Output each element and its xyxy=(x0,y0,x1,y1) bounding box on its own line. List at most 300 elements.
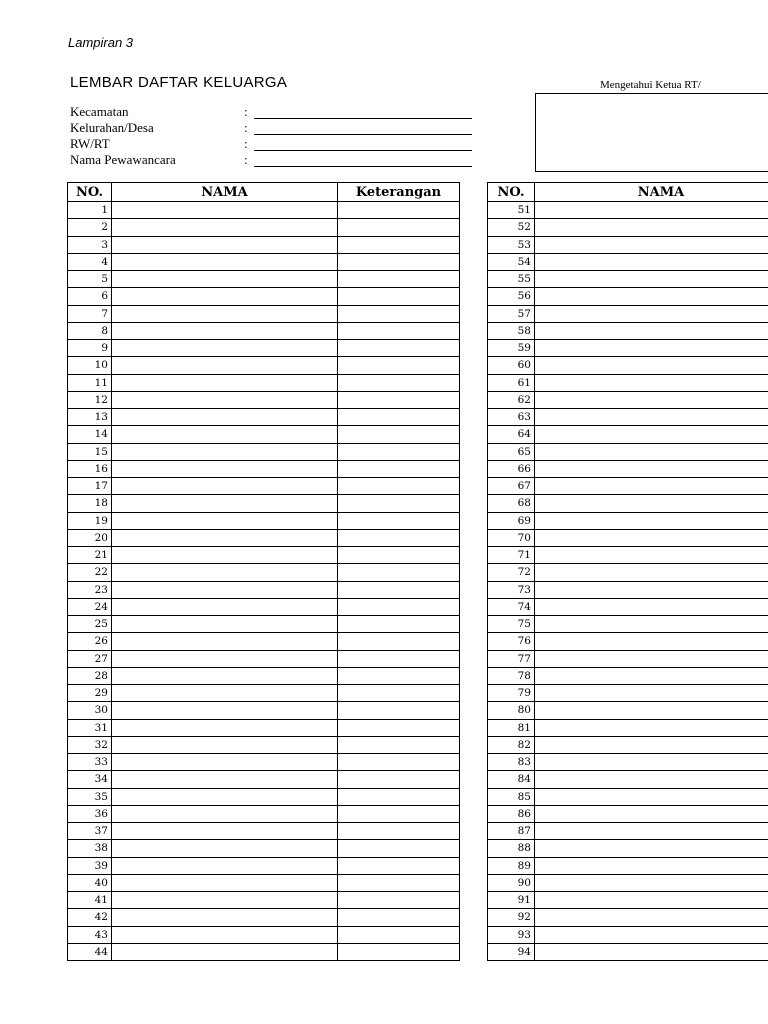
form-title: LEMBAR DAFTAR KELUARGA xyxy=(70,74,288,91)
row-number: 31 xyxy=(68,719,112,736)
nama-cell[interactable] xyxy=(535,202,768,219)
nama-cell[interactable] xyxy=(535,426,768,443)
nama-cell[interactable] xyxy=(112,288,338,305)
nama-cell[interactable] xyxy=(535,581,768,598)
nama-cell[interactable] xyxy=(535,219,768,236)
keterangan-cell[interactable] xyxy=(338,598,460,615)
nama-cell[interactable] xyxy=(535,943,768,960)
keterangan-cell[interactable] xyxy=(338,322,460,339)
nama-cell[interactable] xyxy=(535,805,768,822)
row-number: 75 xyxy=(488,616,535,633)
keterangan-cell[interactable] xyxy=(338,495,460,512)
row-number: 71 xyxy=(488,547,535,564)
keterangan-cell[interactable] xyxy=(338,926,460,943)
row-number: 74 xyxy=(488,598,535,615)
nama-cell[interactable] xyxy=(112,409,338,426)
table-row xyxy=(488,409,768,426)
row-number: 81 xyxy=(488,719,535,736)
table-row xyxy=(488,616,768,633)
row-number: 17 xyxy=(68,478,112,495)
keterangan-cell[interactable] xyxy=(338,426,460,443)
nama-cell[interactable] xyxy=(535,564,768,581)
keterangan-cell[interactable] xyxy=(338,909,460,926)
table-row xyxy=(68,478,460,495)
keterangan-cell[interactable] xyxy=(338,564,460,581)
row-number: 83 xyxy=(488,754,535,771)
nama-cell[interactable] xyxy=(535,460,768,477)
table-row xyxy=(68,271,460,288)
family-table-right xyxy=(487,182,768,961)
nama-cell[interactable] xyxy=(112,805,338,822)
keterangan-cell[interactable] xyxy=(338,788,460,805)
row-number: 86 xyxy=(488,805,535,822)
field-label-pewawancara: Nama Pewawancara xyxy=(70,152,176,167)
keterangan-cell[interactable] xyxy=(338,460,460,477)
keterangan-cell[interactable] xyxy=(338,857,460,874)
nama-cell[interactable] xyxy=(112,685,338,702)
table-row xyxy=(68,719,460,736)
keterangan-cell[interactable] xyxy=(338,288,460,305)
table-row xyxy=(488,202,768,219)
table-row xyxy=(488,633,768,650)
keterangan-cell[interactable] xyxy=(338,253,460,270)
row-number: 16 xyxy=(68,460,112,477)
row-number: 29 xyxy=(68,685,112,702)
row-number: 54 xyxy=(488,253,535,270)
nama-cell[interactable] xyxy=(535,719,768,736)
table-row xyxy=(488,840,768,857)
table-row xyxy=(488,512,768,529)
column-header-nama: NAMA xyxy=(112,183,338,202)
row-number: 2 xyxy=(68,219,112,236)
keterangan-cell[interactable] xyxy=(338,840,460,857)
row-number: 33 xyxy=(68,754,112,771)
nama-cell[interactable] xyxy=(535,512,768,529)
table-row xyxy=(68,736,460,753)
nama-cell[interactable] xyxy=(112,322,338,339)
row-number: 8 xyxy=(68,322,112,339)
row-number: 68 xyxy=(488,495,535,512)
keterangan-cell[interactable] xyxy=(338,340,460,357)
nama-cell[interactable] xyxy=(535,633,768,650)
table-row xyxy=(68,305,460,322)
nama-cell[interactable] xyxy=(112,892,338,909)
nama-cell[interactable] xyxy=(535,823,768,840)
row-number: 11 xyxy=(68,374,112,391)
pewawancara-field[interactable] xyxy=(254,166,472,167)
table-row xyxy=(68,702,460,719)
table-row xyxy=(488,495,768,512)
row-number: 14 xyxy=(68,426,112,443)
nama-cell[interactable] xyxy=(112,857,338,874)
table-row xyxy=(68,754,460,771)
keterangan-cell[interactable] xyxy=(338,823,460,840)
table-row xyxy=(68,685,460,702)
row-number: 39 xyxy=(68,857,112,874)
keterangan-cell[interactable] xyxy=(338,374,460,391)
field-colon: : xyxy=(244,136,248,151)
nama-cell[interactable] xyxy=(535,926,768,943)
nama-cell[interactable] xyxy=(535,443,768,460)
nama-cell[interactable] xyxy=(112,736,338,753)
table-row xyxy=(488,426,768,443)
table-row xyxy=(488,529,768,546)
keterangan-cell[interactable] xyxy=(338,892,460,909)
keterangan-cell[interactable] xyxy=(338,805,460,822)
table-row xyxy=(488,926,768,943)
nama-cell[interactable] xyxy=(112,478,338,495)
row-number: 63 xyxy=(488,409,535,426)
table-row xyxy=(488,340,768,357)
nama-cell[interactable] xyxy=(535,667,768,684)
row-number: 72 xyxy=(488,564,535,581)
table-row xyxy=(68,857,460,874)
keterangan-cell[interactable] xyxy=(338,874,460,891)
row-number: 22 xyxy=(68,564,112,581)
table-row xyxy=(68,391,460,408)
nama-cell[interactable] xyxy=(535,340,768,357)
nama-cell[interactable] xyxy=(112,529,338,546)
row-number: 94 xyxy=(488,943,535,960)
keterangan-cell[interactable] xyxy=(338,529,460,546)
nama-cell[interactable] xyxy=(112,443,338,460)
table-row xyxy=(68,771,460,788)
field-colon: : xyxy=(244,104,248,119)
keterangan-cell[interactable] xyxy=(338,943,460,960)
row-number: 62 xyxy=(488,391,535,408)
row-number: 7 xyxy=(68,305,112,322)
keterangan-cell[interactable] xyxy=(338,581,460,598)
nama-cell[interactable] xyxy=(112,616,338,633)
nama-cell[interactable] xyxy=(535,495,768,512)
row-number: 64 xyxy=(488,426,535,443)
keterangan-cell[interactable] xyxy=(338,357,460,374)
nama-cell[interactable] xyxy=(112,633,338,650)
nama-cell[interactable] xyxy=(535,598,768,615)
table-row xyxy=(488,547,768,564)
table-row xyxy=(68,374,460,391)
keterangan-cell[interactable] xyxy=(338,478,460,495)
table-row xyxy=(488,391,768,408)
row-number: 41 xyxy=(68,892,112,909)
nama-cell[interactable] xyxy=(535,253,768,270)
keterangan-cell[interactable] xyxy=(338,236,460,253)
table-row xyxy=(68,598,460,615)
table-row xyxy=(68,409,460,426)
table-row xyxy=(68,236,460,253)
keterangan-cell[interactable] xyxy=(338,305,460,322)
row-number: 80 xyxy=(488,702,535,719)
row-number: 59 xyxy=(488,340,535,357)
table-row xyxy=(68,805,460,822)
keterangan-cell[interactable] xyxy=(338,443,460,460)
table-row xyxy=(68,909,460,926)
row-number: 79 xyxy=(488,685,535,702)
nama-cell[interactable] xyxy=(112,564,338,581)
row-number: 9 xyxy=(68,340,112,357)
nama-cell[interactable] xyxy=(535,650,768,667)
row-number: 32 xyxy=(68,736,112,753)
table-row xyxy=(488,771,768,788)
row-number: 3 xyxy=(68,236,112,253)
nama-cell[interactable] xyxy=(535,909,768,926)
row-number: 34 xyxy=(68,771,112,788)
keterangan-cell[interactable] xyxy=(338,512,460,529)
row-number: 70 xyxy=(488,529,535,546)
nama-cell[interactable] xyxy=(112,909,338,926)
nama-cell[interactable] xyxy=(112,340,338,357)
table-row xyxy=(488,460,768,477)
nama-cell[interactable] xyxy=(112,874,338,891)
row-number: 40 xyxy=(68,874,112,891)
keterangan-cell[interactable] xyxy=(338,391,460,408)
keterangan-cell[interactable] xyxy=(338,771,460,788)
field-colon: : xyxy=(244,120,248,135)
nama-cell[interactable] xyxy=(535,547,768,564)
table-row xyxy=(68,823,460,840)
nama-cell[interactable] xyxy=(535,357,768,374)
table-row xyxy=(68,219,460,236)
table-row xyxy=(488,823,768,840)
column-header-keterangan: Keterangan xyxy=(338,183,460,202)
nama-cell[interactable] xyxy=(112,219,338,236)
nama-cell[interactable] xyxy=(535,391,768,408)
nama-cell[interactable] xyxy=(112,305,338,322)
table-row xyxy=(488,857,768,874)
table-row xyxy=(68,840,460,857)
nama-cell[interactable] xyxy=(112,512,338,529)
row-number: 26 xyxy=(68,633,112,650)
column-header-nama: NAMA xyxy=(535,183,768,202)
row-number: 1 xyxy=(68,202,112,219)
row-number: 35 xyxy=(68,788,112,805)
row-number: 24 xyxy=(68,598,112,615)
nama-cell[interactable] xyxy=(112,253,338,270)
keterangan-cell[interactable] xyxy=(338,685,460,702)
row-number: 82 xyxy=(488,736,535,753)
nama-cell[interactable] xyxy=(535,374,768,391)
nama-cell[interactable] xyxy=(535,271,768,288)
row-number: 56 xyxy=(488,288,535,305)
nama-cell[interactable] xyxy=(535,478,768,495)
nama-cell[interactable] xyxy=(535,685,768,702)
nama-cell[interactable] xyxy=(535,840,768,857)
row-number: 43 xyxy=(68,926,112,943)
nama-cell[interactable] xyxy=(112,547,338,564)
nama-cell[interactable] xyxy=(112,271,338,288)
nama-cell[interactable] xyxy=(112,823,338,840)
row-number: 73 xyxy=(488,581,535,598)
field-label-kecamatan: Kecamatan xyxy=(70,104,129,119)
table-row xyxy=(488,564,768,581)
table-row xyxy=(68,874,460,891)
table-row xyxy=(68,616,460,633)
row-number: 42 xyxy=(68,909,112,926)
nama-cell[interactable] xyxy=(535,305,768,322)
row-number: 90 xyxy=(488,874,535,891)
rwrt-field[interactable] xyxy=(254,150,472,151)
nama-cell[interactable] xyxy=(112,754,338,771)
keterangan-cell[interactable] xyxy=(338,271,460,288)
nama-cell[interactable] xyxy=(112,391,338,408)
nama-cell[interactable] xyxy=(112,202,338,219)
table-row xyxy=(68,943,460,960)
row-number: 28 xyxy=(68,667,112,684)
row-number: 84 xyxy=(488,771,535,788)
row-number: 57 xyxy=(488,305,535,322)
nama-cell[interactable] xyxy=(112,374,338,391)
keterangan-cell[interactable] xyxy=(338,667,460,684)
keterangan-cell[interactable] xyxy=(338,633,460,650)
keterangan-cell[interactable] xyxy=(338,650,460,667)
nama-cell[interactable] xyxy=(112,702,338,719)
nama-cell[interactable] xyxy=(535,409,768,426)
table-row xyxy=(488,253,768,270)
nama-cell[interactable] xyxy=(535,874,768,891)
nama-cell[interactable] xyxy=(112,581,338,598)
table-row xyxy=(68,202,460,219)
keterangan-cell[interactable] xyxy=(338,702,460,719)
nama-cell[interactable] xyxy=(112,460,338,477)
keterangan-cell[interactable] xyxy=(338,736,460,753)
nama-cell[interactable] xyxy=(112,236,338,253)
table-row xyxy=(488,581,768,598)
nama-cell[interactable] xyxy=(112,357,338,374)
attachment-label: Lampiran 3 xyxy=(68,35,134,50)
row-number: 6 xyxy=(68,288,112,305)
table-row xyxy=(488,219,768,236)
family-table-left xyxy=(67,182,460,961)
row-number: 44 xyxy=(68,943,112,960)
row-number: 21 xyxy=(68,547,112,564)
row-number: 93 xyxy=(488,926,535,943)
table-row xyxy=(68,322,460,339)
row-number: 30 xyxy=(68,702,112,719)
table-row xyxy=(68,426,460,443)
keterangan-cell[interactable] xyxy=(338,616,460,633)
table-row xyxy=(488,305,768,322)
row-number: 58 xyxy=(488,322,535,339)
nama-cell[interactable] xyxy=(535,236,768,253)
row-number: 10 xyxy=(68,357,112,374)
row-number: 78 xyxy=(488,667,535,684)
table-row xyxy=(68,547,460,564)
row-number: 60 xyxy=(488,357,535,374)
table-row xyxy=(488,374,768,391)
nama-cell[interactable] xyxy=(535,788,768,805)
nama-cell[interactable] xyxy=(535,616,768,633)
table-row xyxy=(68,564,460,581)
keterangan-cell[interactable] xyxy=(338,719,460,736)
table-row xyxy=(68,443,460,460)
keterangan-cell[interactable] xyxy=(338,754,460,771)
kelurahan-field[interactable] xyxy=(254,134,472,135)
nama-cell[interactable] xyxy=(112,426,338,443)
nama-cell[interactable] xyxy=(112,788,338,805)
nama-cell[interactable] xyxy=(535,288,768,305)
table-row xyxy=(68,495,460,512)
table-row xyxy=(68,529,460,546)
table-row xyxy=(488,667,768,684)
nama-cell[interactable] xyxy=(112,926,338,943)
table-row xyxy=(68,650,460,667)
table-row xyxy=(488,874,768,891)
row-number: 12 xyxy=(68,391,112,408)
table-row xyxy=(488,271,768,288)
keterangan-cell[interactable] xyxy=(338,219,460,236)
table-row xyxy=(68,357,460,374)
table-row xyxy=(68,460,460,477)
nama-cell[interactable] xyxy=(112,598,338,615)
nama-cell[interactable] xyxy=(112,943,338,960)
nama-cell[interactable] xyxy=(535,702,768,719)
keterangan-cell[interactable] xyxy=(338,202,460,219)
nama-cell[interactable] xyxy=(535,529,768,546)
row-number: 89 xyxy=(488,857,535,874)
kecamatan-field[interactable] xyxy=(254,118,472,119)
table-row xyxy=(488,478,768,495)
row-number: 85 xyxy=(488,788,535,805)
nama-cell[interactable] xyxy=(535,754,768,771)
table-row xyxy=(488,443,768,460)
keterangan-cell[interactable] xyxy=(338,547,460,564)
row-number: 5 xyxy=(68,271,112,288)
nama-cell[interactable] xyxy=(112,719,338,736)
nama-cell[interactable] xyxy=(535,892,768,909)
table-row xyxy=(488,322,768,339)
nama-cell[interactable] xyxy=(112,667,338,684)
nama-cell[interactable] xyxy=(112,771,338,788)
row-number: 13 xyxy=(68,409,112,426)
row-number: 19 xyxy=(68,512,112,529)
row-number: 69 xyxy=(488,512,535,529)
row-number: 25 xyxy=(68,616,112,633)
nama-cell[interactable] xyxy=(112,650,338,667)
field-label-kelurahan: Kelurahan/Desa xyxy=(70,120,154,135)
table-row xyxy=(68,253,460,270)
table-row xyxy=(488,702,768,719)
row-number: 67 xyxy=(488,478,535,495)
row-number: 66 xyxy=(488,460,535,477)
field-label-rwrt: RW/RT xyxy=(70,136,110,151)
keterangan-cell[interactable] xyxy=(338,409,460,426)
row-number: 18 xyxy=(68,495,112,512)
nama-cell[interactable] xyxy=(112,495,338,512)
row-number: 38 xyxy=(68,840,112,857)
table-row xyxy=(68,926,460,943)
nama-cell[interactable] xyxy=(535,771,768,788)
table-row xyxy=(488,598,768,615)
approval-signature-box xyxy=(535,93,768,172)
row-number: 36 xyxy=(68,805,112,822)
table-row xyxy=(68,633,460,650)
row-number: 65 xyxy=(488,443,535,460)
table-row xyxy=(488,909,768,926)
table-row xyxy=(488,288,768,305)
row-number: 51 xyxy=(488,202,535,219)
nama-cell[interactable] xyxy=(535,322,768,339)
table-row xyxy=(488,788,768,805)
nama-cell[interactable] xyxy=(535,857,768,874)
table-row xyxy=(488,943,768,960)
table-row xyxy=(68,340,460,357)
nama-cell[interactable] xyxy=(112,840,338,857)
row-number: 15 xyxy=(68,443,112,460)
row-number: 27 xyxy=(68,650,112,667)
row-number: 77 xyxy=(488,650,535,667)
row-number: 52 xyxy=(488,219,535,236)
nama-cell[interactable] xyxy=(535,736,768,753)
